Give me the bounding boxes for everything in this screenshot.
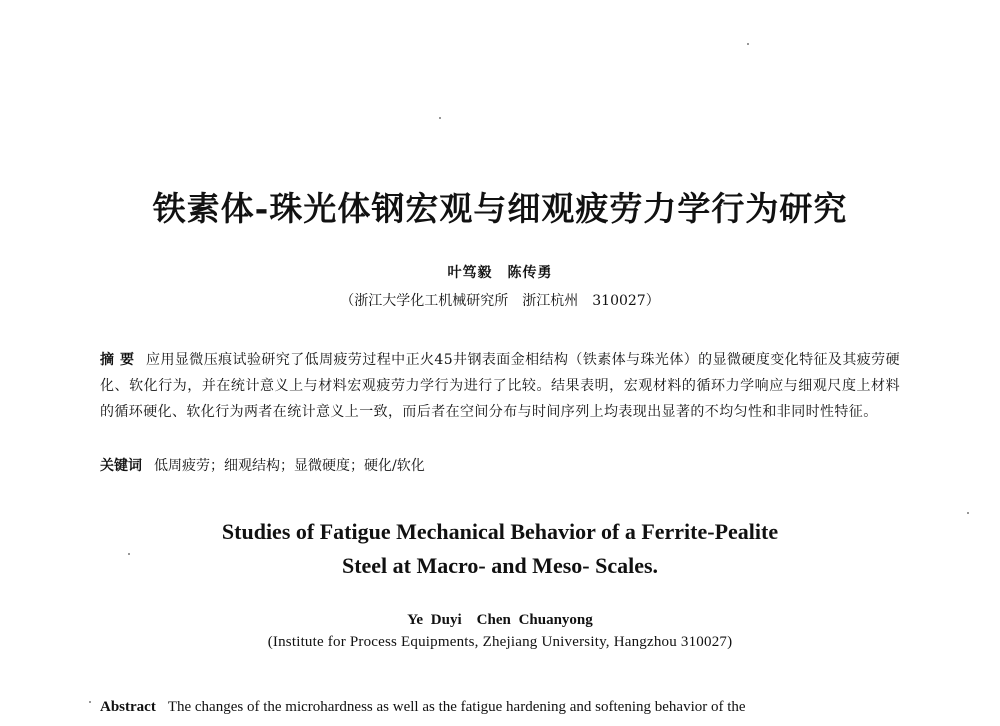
scan-speck [439,117,441,119]
english-title-line-1: Studies of Fatigue Mechanical Behavior of a Ferrite-Pealite [221,519,779,544]
scan-speck [89,701,91,703]
chinese-keywords-label: 关键词 [100,458,142,474]
chinese-abstract-text: 应用显微压痕试验研究了低周疲劳过程中正火45井钢表面金相结构（铁素体与珠光体）的显微硬度变化特征及其疲劳硬化、软化行为，并在统计意义上与材料宏观疲劳力学行为进行了比较。结果表明，宏观材料的循环力学响应与细观尺度上材料的循环硬化、软化行为两者在统计意义上一致，而后者在空间分布与时间序列上均表现出显著的不均匀性和非同时性特征。 [100,352,901,420]
english-affiliation: (Institute for Process Equipments, Zhejiang University, Hangzhou 310027) [267,634,733,650]
chinese-authors: 叶笃毅 陈传勇 [447,265,553,281]
scan-speck [747,43,749,45]
chinese-abstract-label: 摘要 [100,352,141,368]
chinese-title: 铁素体-珠光体钢宏观与细观疲劳力学行为研究 [152,189,848,228]
english-title-line-2: Steel at Macro- and Meso- Scales. [341,553,659,578]
english-abstract-label: Abstract [100,699,156,715]
chinese-keywords-text: 低周疲劳；细观结构；显微硬度；硬化/软化 [154,458,425,474]
english-title [0,515,1000,583]
chinese-affiliation: （浙江大学化工机械研究所 浙江杭州 310027） [340,293,660,309]
chinese-abstract [100,347,900,425]
scan-speck [967,512,969,514]
chinese-keywords [100,453,900,479]
english-authors: Ye Duyi Chen Chuanyong [407,612,593,628]
english-abstract-text: The changes of the microhardness as well as the fatigue hardening and softening behavior of the [167,699,746,715]
english-abstract [100,697,920,717]
